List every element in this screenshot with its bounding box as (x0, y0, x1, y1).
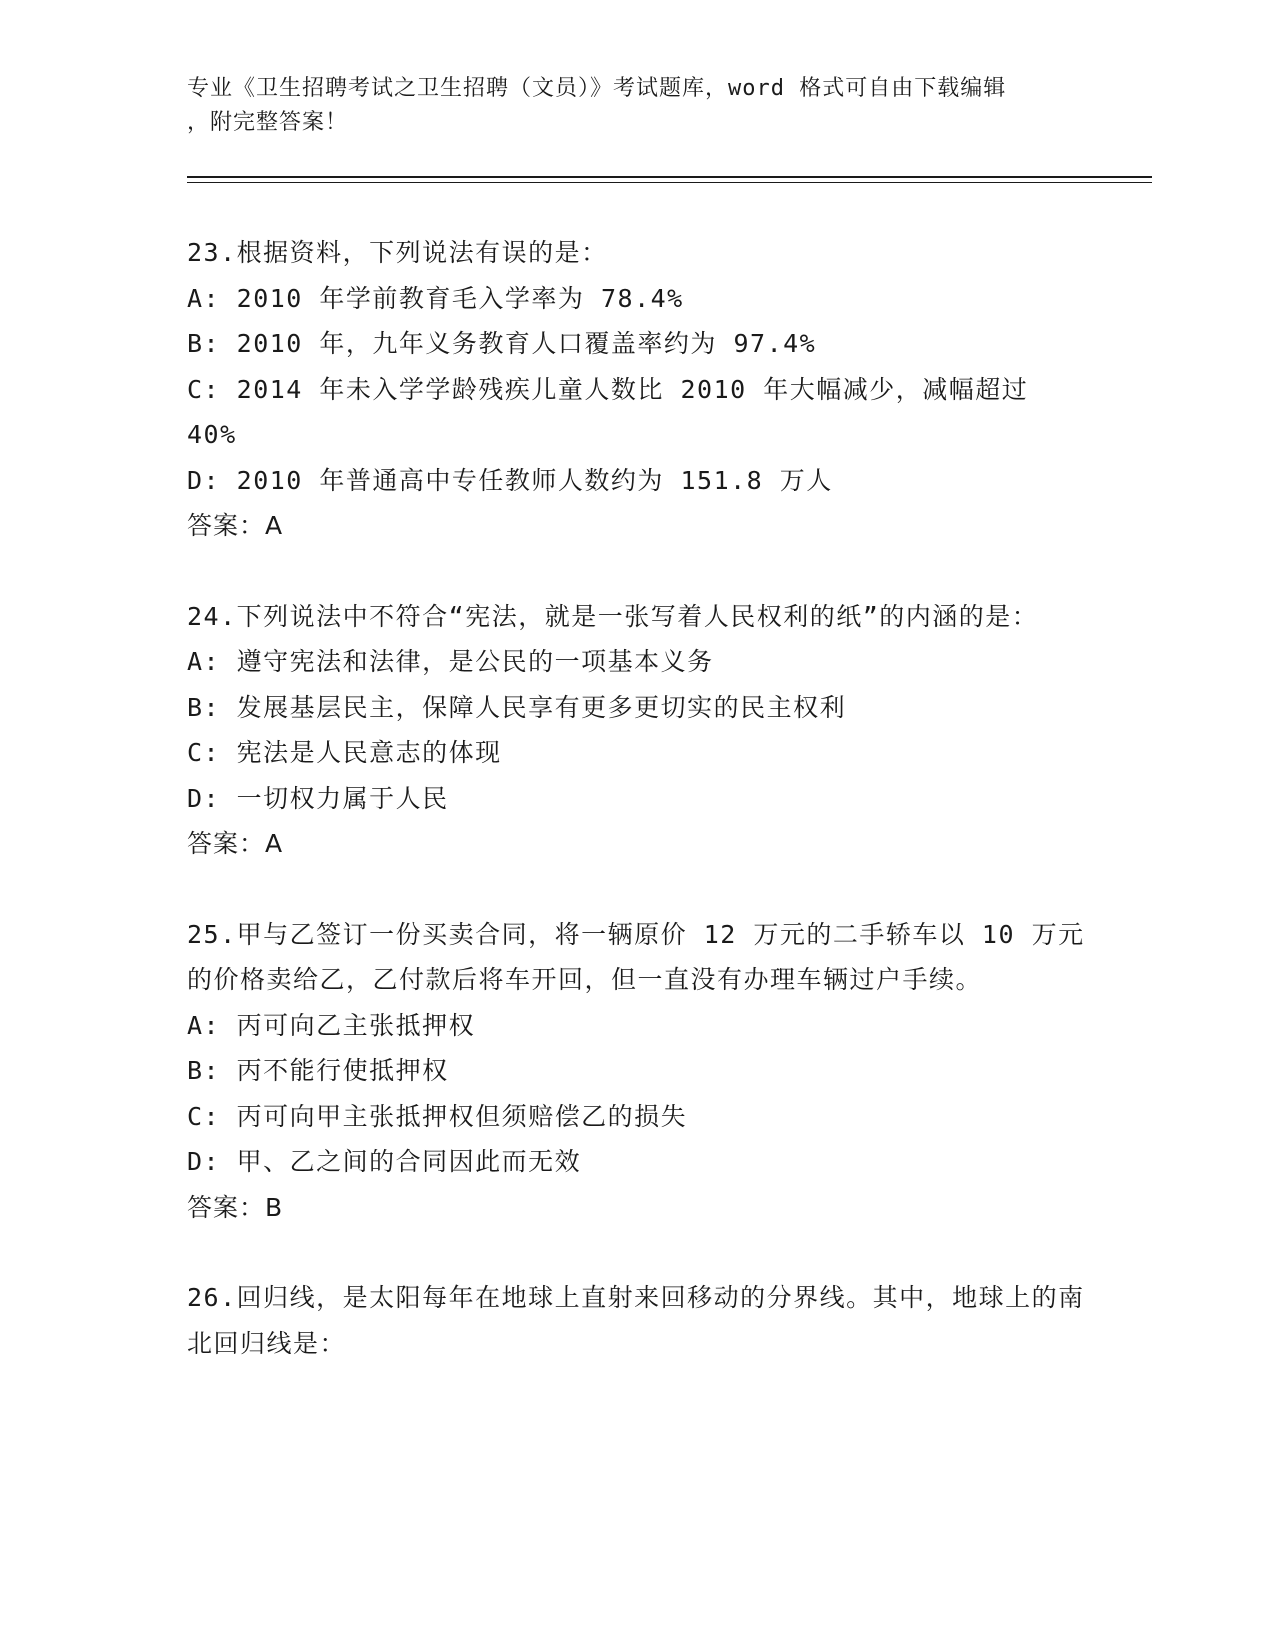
question-stem: 24.下列说法中不符合“宪法，就是一张写着人民权利的纸”的内涵的是： (187, 601, 1039, 631)
header-divider-thick (187, 176, 1152, 178)
option-a: A: 遵守宪法和法律，是公民的一项基本义务 (187, 647, 714, 676)
question-stem: 23.根据资料，下列说法有误的是： (187, 238, 608, 267)
header-line-2: ，附完整答案！ (187, 110, 349, 135)
option-c: C: 宪法是人民意志的体现 (187, 738, 502, 767)
question-list (187, 230, 1087, 1411)
answer: 答案：A (187, 829, 284, 858)
header-line-1: 专业《卫生招聘考试之卫生招聘（文员）》考试题库，word 格式可自由下载编辑 (187, 76, 1007, 101)
answer: 答案：A (187, 511, 284, 540)
question-25 (187, 912, 1087, 1231)
option-b: B: 发展基层民主，保障人民享有更多更切实的民主权利 (187, 692, 847, 722)
question-24 (187, 594, 1087, 867)
question-stem: 25.甲与乙签订一份买卖合同，将一辆原价 12 万元的二手轿车以 10 万元的价格卖给乙，乙付款后将车开回，但一直没有办理车辆过户手续。 (187, 919, 1085, 994)
option-b: B: 2010 年，九年义务教育人口覆盖率约为 97.4% (187, 329, 817, 358)
option-a: A: 2010 年学前教育毛入学率为 78.4% (187, 283, 684, 313)
option-a: A: 丙可向乙主张抵押权 (187, 1010, 476, 1040)
option-d: D: 一切权力属于人民 (187, 783, 449, 813)
option-d: D: 甲、乙之间的合同因此而无效 (187, 1147, 582, 1176)
question-stem: 26.回归线，是太阳每年在地球上直射来回移动的分界线。其中，地球上的南北回归线是： (187, 1283, 1085, 1358)
document-header (187, 72, 1087, 140)
option-d: D: 2010 年普通高中专任教师人数约为 151.8 万人 (187, 465, 833, 495)
header-divider-thin (187, 182, 1152, 183)
question-26 (187, 1275, 1087, 1366)
option-c: C: 2014 年未入学学龄残疾儿童人数比 2010 年大幅减少，减幅超过 40% (187, 374, 1029, 449)
answer: 答案：B (187, 1192, 284, 1222)
option-b: B: 丙不能行使抵押权 (187, 1056, 449, 1085)
option-c: C: 丙可向甲主张抵押权但须赔偿乙的损失 (187, 1101, 688, 1131)
question-23 (187, 230, 1087, 549)
